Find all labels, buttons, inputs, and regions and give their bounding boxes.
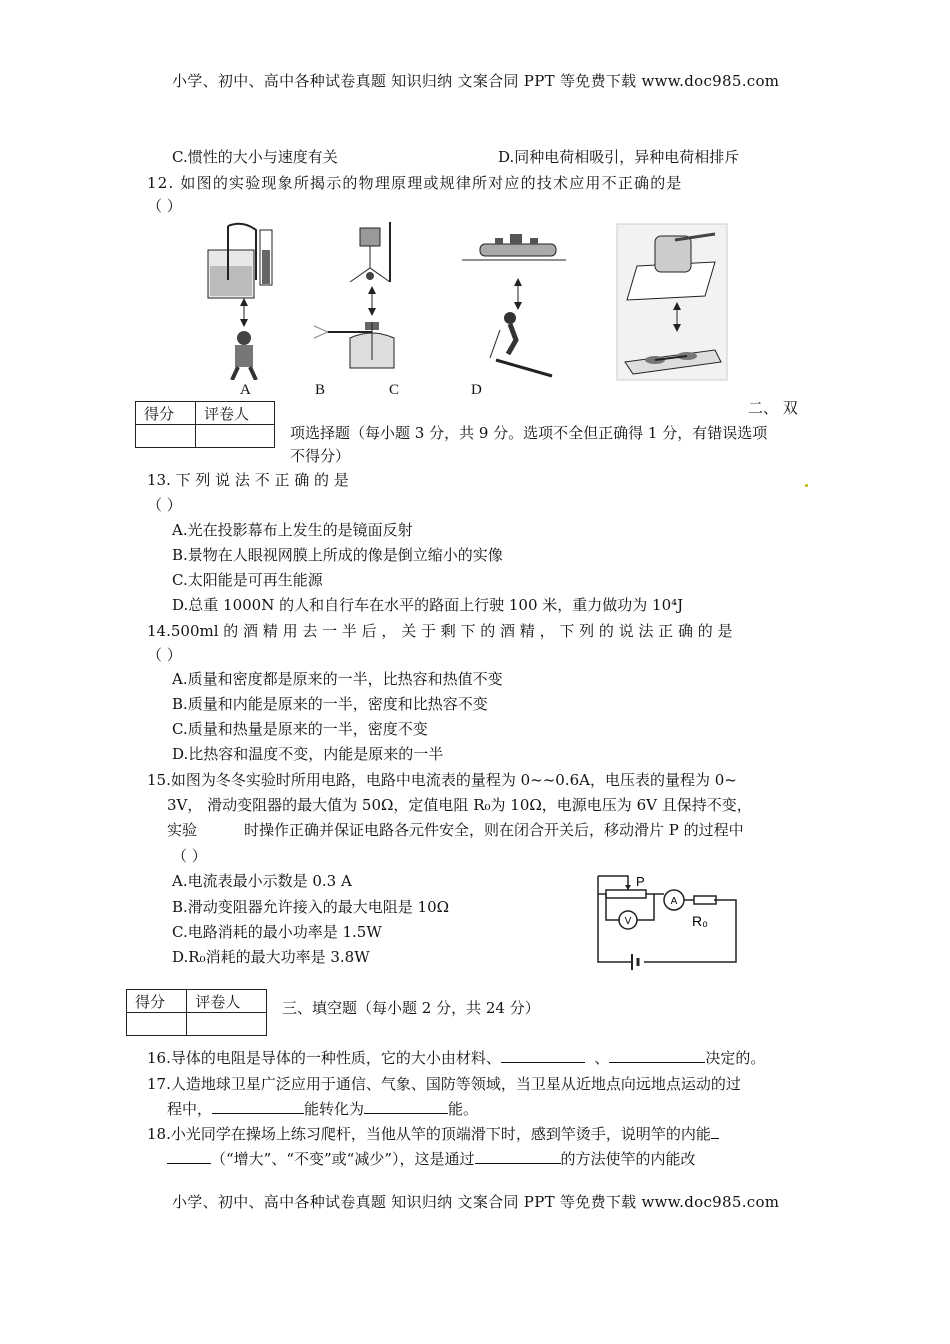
q18-text-b: 的方法使竿的内能改 — [560, 1150, 696, 1168]
q15-line3a: 实验 — [167, 821, 198, 839]
q14-option-b: B.质量和内能是原来的一半，密度和比热容不变 — [172, 695, 488, 713]
q17-text-b: 能转化为 — [304, 1100, 365, 1118]
q18-text-1: 18.小光同学在操场上练习爬杆，当他从竿的顶端滑下时，感到竿烫手，说明竿的内能 — [147, 1125, 711, 1143]
q16-text-a: 16.导体的电阻是导体的一种性质，它的大小由材料、 — [147, 1049, 501, 1067]
resistor-label-r0: R₀ — [692, 913, 708, 929]
q16-sep: 、 — [594, 1049, 610, 1067]
q13-paren: （ ） — [147, 496, 182, 514]
q16-line — [147, 1046, 765, 1070]
q13-stem: 13. 下 列 说 法 不 正 确 的 是 — [147, 471, 349, 489]
q17-text-a: 程中， — [167, 1100, 213, 1118]
figure-label-b: B — [315, 382, 326, 398]
score-cell — [127, 1013, 187, 1036]
grader-cell — [187, 1013, 267, 1036]
figure-label-c: C — [389, 382, 400, 398]
voltmeter-symbol: V — [624, 916, 632, 927]
score-cell — [136, 425, 196, 448]
q16-blank-1[interactable] — [501, 1048, 585, 1063]
q13-option-c: C.太阳能是可再生能源 — [172, 571, 323, 589]
section2-heading-line2: 项选择题（每小题 3 分，共 9 分。选项不全但正确得 1 分，有错误选项 — [290, 424, 768, 442]
q16-blank-2[interactable] — [609, 1048, 705, 1063]
score-label: 得分 — [136, 402, 196, 425]
grader-label: 评卷人 — [187, 990, 267, 1013]
q14-option-c: C.质量和热量是原来的一半，密度不变 — [172, 720, 428, 738]
score-label: 得分 — [127, 990, 187, 1013]
q15-paren: （ ） — [172, 847, 207, 865]
score-box-2 — [126, 989, 267, 1036]
q15-line1: 15.如图为冬冬实验时所用电路，电路中电流表的量程为 0~~0.6A，电压表的量程为 0~ — [147, 771, 737, 789]
ammeter-symbol: A — [670, 896, 678, 907]
q18-line1 — [147, 1122, 719, 1146]
q18-blank-1[interactable] — [167, 1149, 211, 1164]
q15-option-b: B.滑动变阻器允许接入的最大电阻是 10Ω — [172, 898, 450, 916]
q13-option-b: B.景物在人眼视网膜上所成的像是倒立缩小的实像 — [172, 546, 503, 564]
q15-option-a: A.电流表最小示数是 0.3 A — [172, 872, 352, 890]
q14-paren: （ ） — [147, 646, 182, 664]
figure-b-atomizer — [310, 220, 420, 380]
section2-heading-line3: 不得分） — [290, 447, 351, 465]
grader-cell — [195, 425, 274, 448]
q11-option-d: D.同种电荷相吸引，异种电荷相排斥 — [498, 148, 740, 166]
q18-blank-0[interactable] — [711, 1124, 719, 1139]
q18-line2 — [167, 1147, 696, 1171]
q18-blank-2[interactable] — [475, 1149, 561, 1164]
page-footer: 小学、初中、高中各种试卷真题 知识归纳 文案合同 PPT 等免费下载 www.doc985.com — [172, 1193, 780, 1211]
q14-stem: 14.500ml 的 酒 精 用 去 一 半 后 ， 关 于 剩 下 的 酒 精 ， 下 列 的 说 法 正 确 的 是 — [147, 622, 733, 640]
circuit-diagram — [592, 872, 742, 972]
q13-option-d: D.总重 1000N 的人和自行车在水平的路面上行驶 100 米，重力做功为 10⁴J — [172, 596, 684, 614]
q15-option-c: C.电路消耗的最小功率是 1.5W — [172, 923, 382, 941]
grader-label: 评卷人 — [195, 402, 274, 425]
q17-blank-1[interactable] — [212, 1099, 304, 1114]
q17-line1: 17.人造地球卫星广泛应用于通信、气象、国防等领域，当卫星从近地点向远地点运动的过 — [147, 1075, 741, 1093]
q15-line3b: 时操作正确并保证电路各元件安全，则在闭合开关后，移动滑片 P 的过程中 — [244, 821, 744, 839]
figure-a-pressure-probe — [198, 220, 298, 380]
q16-text-b: 决定的。 — [705, 1049, 766, 1067]
figure-label-d: D — [471, 382, 482, 398]
q11-option-c: C.惯性的大小与速度有关 — [172, 148, 338, 166]
figure-c-skier — [460, 220, 570, 380]
slider-label-p: P — [636, 874, 645, 889]
q13-option-a: A.光在投影幕布上发生的是镜面反射 — [172, 521, 413, 539]
figure-d-flotation — [615, 222, 730, 382]
q17-line2 — [167, 1097, 478, 1121]
section3-heading: 三、填空题（每小题 2 分，共 24 分） — [282, 999, 540, 1017]
q18-text-a: （“增大”、“不变”或“减少”），这是通过 — [211, 1150, 475, 1168]
section2-heading-end: 二、 双 — [748, 399, 798, 417]
page-header: 小学、初中、高中各种试卷真题 知识归纳 文案合同 PPT 等免费下载 www.doc985.com — [172, 72, 780, 90]
q14-option-d: D.比热容和温度不变，内能是原来的一半 — [172, 745, 444, 763]
score-box-1 — [135, 401, 275, 448]
q17-blank-2[interactable] — [364, 1099, 448, 1114]
q15-option-d: D.R₀消耗的最大功率是 3.8W — [172, 948, 370, 966]
q17-text-c: 能。 — [448, 1100, 479, 1118]
figure-label-a: A — [240, 382, 251, 398]
q15-line2: 3V， 滑动变阻器的最大值为 50Ω，定值电阻 R₀为 10Ω，电源电压为 6V 且保持不变， — [167, 796, 752, 814]
q14-option-a: A.质量和密度都是原来的一半，比热容和热值不变 — [172, 670, 503, 688]
q12-paren: （ ） — [147, 197, 182, 215]
q12-stem: 12. 如图的实验现象所揭示的物理原理或规律所对应的技术应用不正确的是 — [147, 174, 683, 192]
